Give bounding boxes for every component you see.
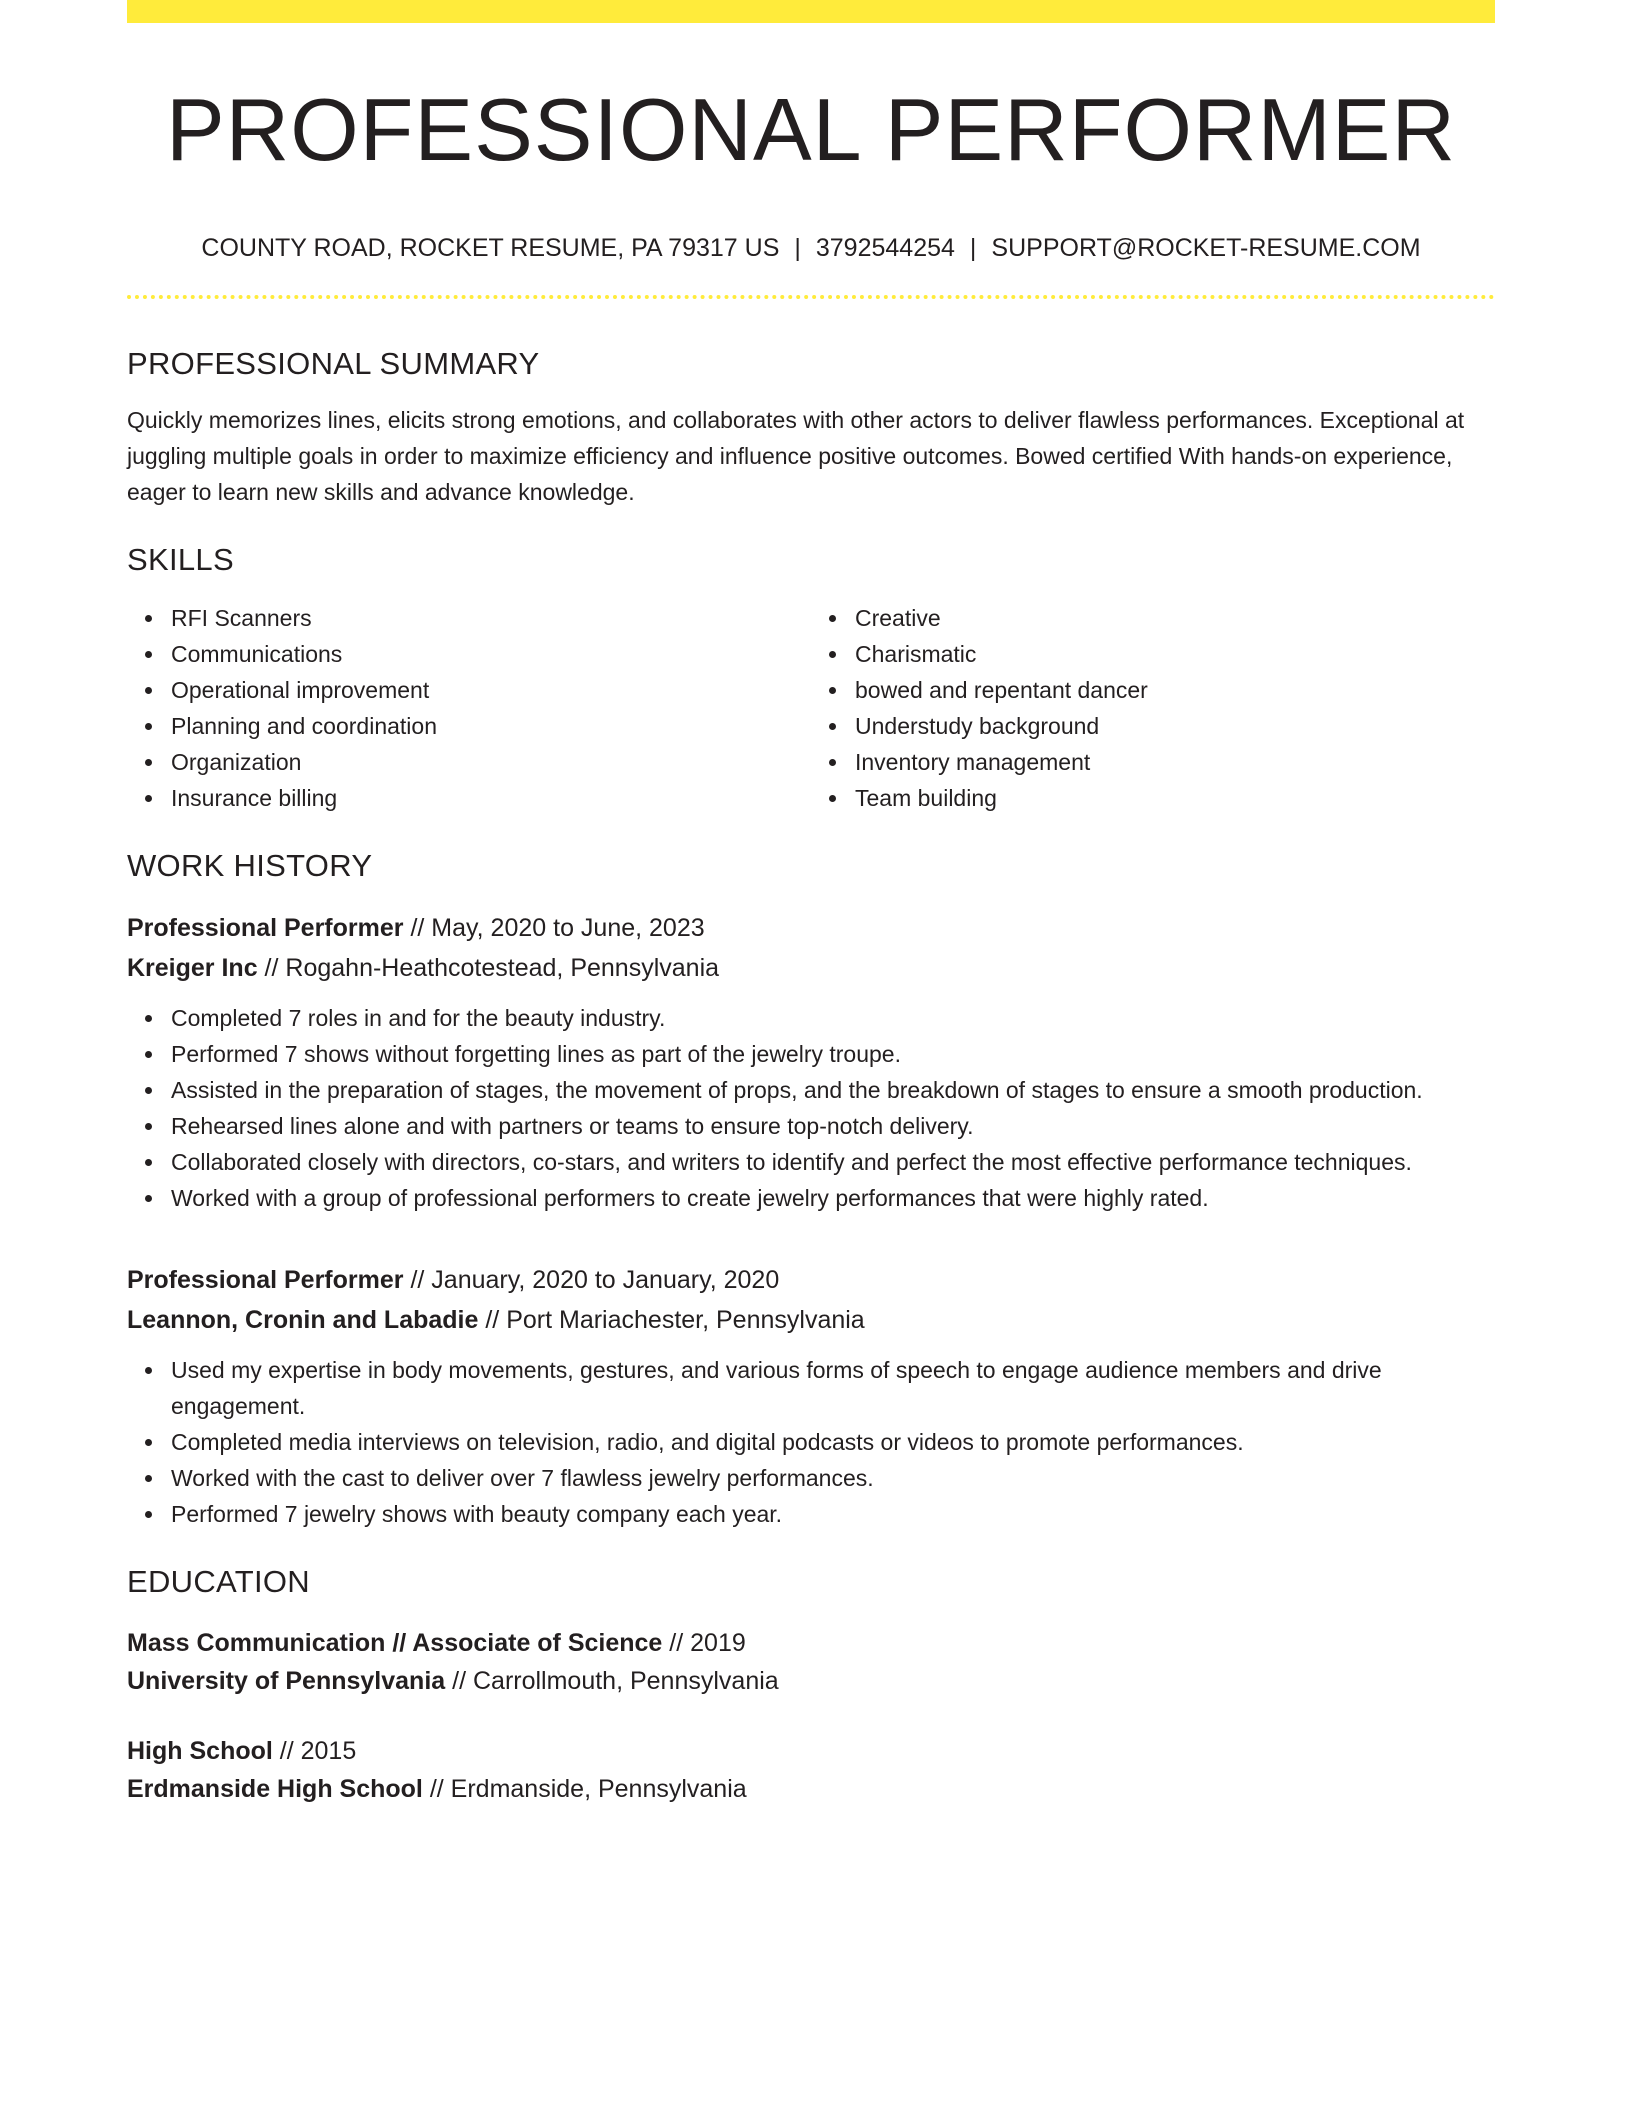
education-degree: High School	[127, 1737, 273, 1765]
job-bullet: Performed 7 shows without forgetting lines as part of the jewelry troupe.	[171, 1036, 1495, 1072]
contact-separator: |	[794, 234, 801, 262]
job-separator: //	[403, 914, 432, 942]
skill-item: Charismatic	[855, 636, 1495, 672]
job-location: Rogahn-Heathcotestead, Pennsylvania	[285, 954, 720, 982]
education-location: Carrollmouth, Pennsylvania	[472, 1667, 779, 1695]
skill-item: Team building	[855, 780, 1495, 816]
skill-item: Insurance billing	[171, 780, 811, 816]
education-school-line	[127, 1662, 1495, 1700]
job-title-line	[127, 908, 1495, 948]
job-separator: //	[478, 1306, 507, 1334]
skill-item: RFI Scanners	[171, 600, 811, 636]
job-company-line	[127, 948, 1495, 988]
job-title-line	[127, 1260, 1495, 1300]
job-bullets	[127, 1352, 1495, 1532]
job-separator: //	[403, 1266, 432, 1294]
skills-heading: SKILLS	[127, 542, 234, 577]
job-bullet: Performed 7 jewelry shows with beauty company each year.	[171, 1496, 1495, 1532]
job-role: Professional Performer	[127, 914, 404, 942]
job-bullets	[127, 1000, 1495, 1216]
skill-item: Operational improvement	[171, 672, 811, 708]
header-divider	[127, 295, 1495, 299]
job-bullet: Rehearsed lines alone and with partners or teams to ensure top-notch delivery.	[171, 1108, 1495, 1144]
work-history-heading: WORK HISTORY	[127, 848, 373, 883]
job-bullet: Completed media interviews on television, radio, and digital podcasts or videos to promote performances.	[171, 1424, 1495, 1460]
skill-item: Organization	[171, 744, 811, 780]
skills-column-left	[127, 600, 811, 816]
education-list	[127, 1624, 1495, 1808]
education-separator: //	[422, 1775, 451, 1803]
education-school: Erdmanside High School	[127, 1775, 423, 1803]
education-degree-line	[127, 1624, 1495, 1662]
job-bullet: Worked with a group of professional performers to create jewelry performances that were highly rated.	[171, 1180, 1495, 1216]
education-year: 2019	[690, 1629, 746, 1657]
job-company-line	[127, 1300, 1495, 1340]
skill-item: Communications	[171, 636, 811, 672]
education-degree-line	[127, 1732, 1495, 1770]
accent-top-bar	[127, 0, 1495, 23]
education-location: Erdmanside, Pennsylvania	[450, 1775, 747, 1803]
skills-grid	[127, 600, 1495, 816]
job-company: Kreiger Inc	[127, 954, 258, 982]
job-bullet: Worked with the cast to deliver over 7 flawless jewelry performances.	[171, 1460, 1495, 1496]
skill-item: Creative	[855, 600, 1495, 636]
skills-column-right	[811, 600, 1495, 816]
education-degree: Mass Communication // Associate of Science	[127, 1629, 663, 1657]
work-history-list	[127, 908, 1495, 1532]
education-entry	[127, 1732, 1495, 1808]
job-bullet: Collaborated closely with directors, co-stars, and writers to identify and perfect the most effective performance techniques.	[171, 1144, 1495, 1180]
education-year: 2015	[300, 1737, 357, 1765]
job-dates: January, 2020 to January, 2020	[431, 1266, 780, 1294]
job-entry	[127, 908, 1495, 1216]
job-company: Leannon, Cronin and Labadie	[127, 1306, 479, 1334]
skill-item: Inventory management	[855, 744, 1495, 780]
job-bullet: Used my expertise in body movements, gestures, and various forms of speech to engage audience members and drive engagement.	[171, 1352, 1495, 1424]
education-separator: //	[445, 1667, 473, 1695]
job-entry	[127, 1260, 1495, 1532]
job-location: Port Mariachester, Pennsylvania	[506, 1306, 865, 1334]
contact-phone: 3792544254	[815, 234, 955, 262]
summary-heading: PROFESSIONAL SUMMARY	[127, 346, 540, 381]
skill-item: bowed and repentant dancer	[855, 672, 1495, 708]
education-separator: //	[662, 1629, 691, 1657]
job-role: Professional Performer	[127, 1266, 404, 1294]
skill-item: Planning and coordination	[171, 708, 811, 744]
education-entry	[127, 1624, 1495, 1700]
education-school: University of Pennsylvania	[127, 1667, 446, 1695]
contact-separator: |	[969, 234, 977, 262]
contact-email: SUPPORT@ROCKET-RESUME.COM	[991, 234, 1421, 262]
education-separator: //	[272, 1737, 301, 1765]
education-heading: EDUCATION	[127, 1564, 310, 1599]
education-school-line	[127, 1770, 1495, 1808]
skill-item: Understudy background	[855, 708, 1495, 744]
job-separator: //	[257, 954, 286, 982]
job-bullet: Assisted in the preparation of stages, the movement of props, and the breakdown of stages to ensure a smooth production.	[171, 1072, 1495, 1108]
contact-address: COUNTY ROAD, ROCKET RESUME, PA 79317 US	[201, 234, 780, 262]
summary-text: Quickly memorizes lines, elicits strong emotions, and collaborates with other actors to deliver flawless performances. Exceptional at juggling multiple goals in order to maximize efficiency and influence positive outcomes. Bowed certified With hands-on experience, eager to learn new skills and advance knowledge.	[127, 407, 1465, 505]
job-bullet: Completed 7 roles in and for the beauty industry.	[171, 1000, 1495, 1036]
job-dates: May, 2020 to June, 2023	[431, 914, 705, 942]
contact-line	[127, 233, 1495, 263]
candidate-name: PROFESSIONAL PERFORMER	[165, 80, 1457, 179]
